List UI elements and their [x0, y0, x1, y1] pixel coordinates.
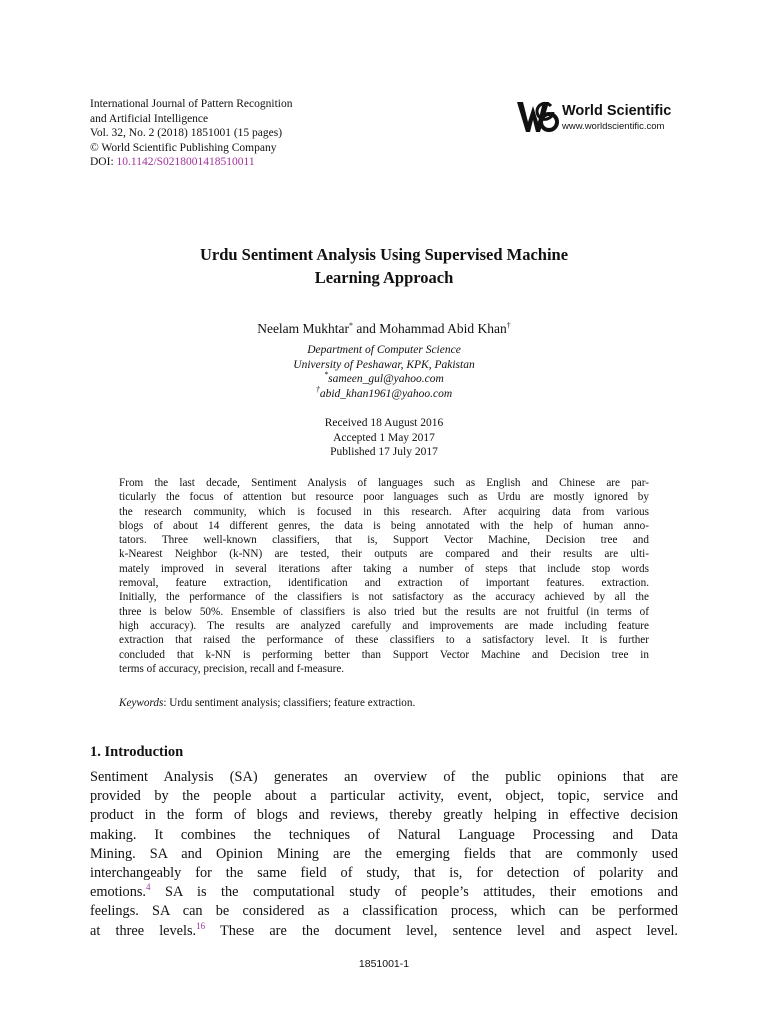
- journal-copyright: © World Scientific Publishing Company: [90, 141, 277, 154]
- title-line1: Urdu Sentiment Analysis Using Supervised Machine: [199, 245, 569, 264]
- citation-link[interactable]: 4: [146, 882, 151, 893]
- abstract-line: blogs of about 14 different genres, the data is being annotated with the help of human anno-: [119, 519, 649, 532]
- author-2-mark: †: [506, 321, 511, 330]
- journal-info: [90, 97, 510, 170]
- abstract-line: tators. Three well-known classifiers, that is, Support Vector Machine, Decision tree and: [119, 534, 649, 547]
- journal-volume: Vol. 32, No. 2 (2018) 1851001 (15 pages): [90, 127, 283, 140]
- keywords-label: Keywords: [119, 697, 164, 709]
- affiliation-dept: Department of Computer Science: [307, 344, 461, 356]
- section-heading: 1. Introduction: [90, 744, 184, 760]
- abstract-line: ticularly the focus of attention but resource poor languages such as Urdu are mostly ignored by: [119, 491, 649, 504]
- journal-doi: DOI: 10.1142/S0218001418510011: [90, 156, 255, 169]
- body-line: product in the form of blogs and reviews, thereby greatly helping in effective decision: [90, 807, 678, 824]
- abstract-line: the research community, which is focused in this research. After acquiring data from various: [119, 505, 649, 518]
- author-1-mark: *: [349, 321, 354, 330]
- page-footer: 1851001-1: [358, 958, 410, 970]
- abstract-line: removal, feature extraction, identification and extraction of important features. extraction.: [119, 577, 649, 590]
- abstract-line: concluded that k-NN is performing better than Support Vector Machine and Decision tree in: [119, 648, 649, 661]
- publisher-url[interactable]: www.worldscientific.com: [562, 121, 665, 132]
- abstract-line: From the last decade, Sentiment Analysis of languages such as English and Chinese are par-: [119, 477, 649, 489]
- title-line2: Learning Approach: [314, 268, 454, 287]
- publisher-logo[interactable]: [515, 98, 685, 138]
- body-line: emotions.$^4$ SA is the computational study of people’s attitudes, their emotions and: [90, 882, 678, 901]
- abstract-line: k-Nearest Neighbor (k-NN) are tested, their outputs are compared and their results are ulti-: [119, 548, 649, 561]
- received-date: Received 18 August 2016: [324, 417, 444, 429]
- body-line: feelings. SA can be considered as a classification process, which can be performed: [90, 903, 678, 920]
- affiliation: [84, 343, 684, 401]
- body-line: making. It combines the techniques of Natural Language Processing and Data: [90, 826, 678, 843]
- author-1: Neelam Mukhtar: [257, 321, 350, 336]
- citation-link[interactable]: 16: [196, 920, 206, 931]
- body-line: Sentiment Analysis (SA) generates an overview of the public opinions that are: [90, 769, 678, 785]
- doi-link[interactable]: 10.1142/S0218001418510011: [116, 156, 255, 169]
- abstract-line: three is below 50%. Ensemble of classifiers is also tried but the results are not fruitful (in terms of: [119, 605, 649, 618]
- body-line: provided by the people about a particular activity, event, object, topic, service and: [90, 788, 678, 805]
- abstract-line: mately improved in several iterations after taking a number of steps that include stop words: [119, 562, 649, 575]
- abstract: [119, 476, 649, 676]
- publication-dates: [84, 416, 684, 460]
- published-date: Published 17 July 2017: [330, 446, 438, 459]
- keywords-list: : Urdu sentiment analysis; classifiers; feature extraction.: [163, 697, 416, 709]
- journal-name-line1: International Journal of Pattern Recognition: [90, 98, 293, 110]
- publisher-name: World Scientific: [562, 103, 672, 119]
- world-scientific-logo-icon: [515, 98, 559, 138]
- abstract-line: high accuracy). The results are analyzed carefully and improvements are made including feature: [119, 619, 649, 632]
- paper-title: [84, 243, 684, 289]
- abstract-line: extraction that raised the performance of these classifiers to a satisfactory level. It is further: [119, 634, 649, 647]
- affiliation-univ: University of Peshawar, KPK, Pakistan: [293, 358, 475, 371]
- authors: Neelam Mukhtar* and Mohammad Abid Khan†: [257, 321, 511, 336]
- body-line: interchangeably for the same field of study, that is, for detection of polarity and: [90, 865, 678, 882]
- body-line: Mining. SA and Opinion Mining are the emerging fields that are commonly used: [90, 845, 678, 862]
- author-2: Mohammad Abid Khan: [379, 321, 507, 336]
- email-2[interactable]: †abid_khan1961@yahoo.com: [315, 384, 453, 400]
- accepted-date: Accepted 1 May 2017: [333, 431, 435, 444]
- abstract-line: Initially, the performance of the classifiers is not satisfactory as the accuracy achieved by all the: [119, 591, 649, 604]
- journal-name-line2: and Artificial Intelligence: [90, 112, 209, 125]
- section-body: [90, 768, 678, 941]
- abstract-line: terms of accuracy, precision, recall and f-measure.: [119, 662, 345, 675]
- email-1[interactable]: *sameen_gul@yahoo.com: [324, 370, 444, 386]
- keywords: [119, 697, 649, 709]
- body-line: at three levels.$^{16}$ These are the document level, sentence level and aspect level.: [90, 920, 678, 939]
